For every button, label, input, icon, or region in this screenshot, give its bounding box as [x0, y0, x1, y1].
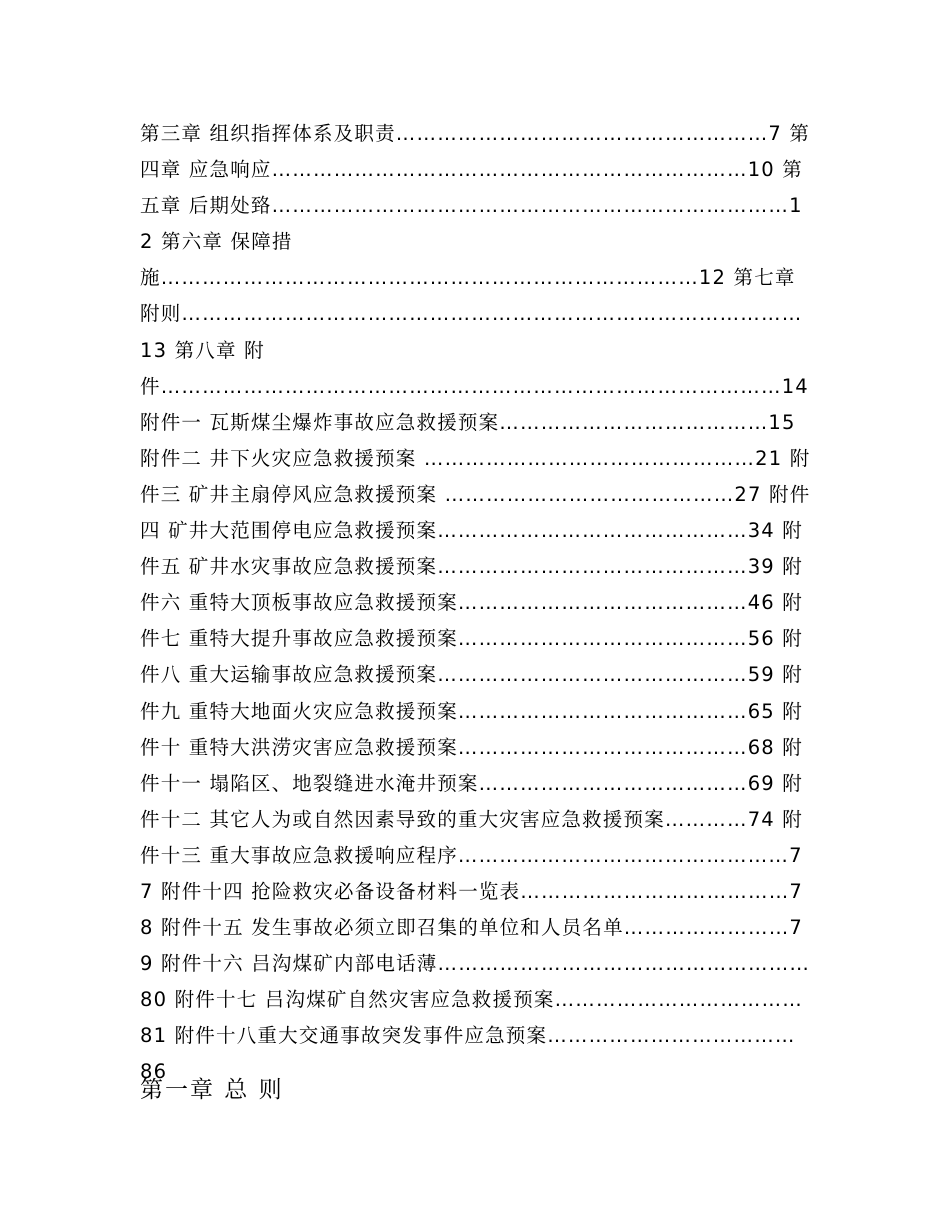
chapter-heading: 第一章 总 则	[140, 1077, 284, 1103]
table-of-contents: 第三章 组织指挥体系及职责………………………………………………7 第四章 应急响应……………………………………………………………10 第五章 后期处臵…………………………………………………………………12 第六章 保障措施……………………………………………………………………12 第七章 附则………………………………………………………………………………13 第八章 附件………………………………………………………………………………14 附件一 瓦斯煤尘爆炸事故应急救援预案…………………………………15 附件二 井下火灾应急救援预案 …………………………………………21 附件三 矿井主扇停风应急救援预案 ……………………………………27 附件四 矿井大范围停电应急救援预案………………………………………34 附件五 矿井水灾事故应急救援预案………………………………………39 附件六 重特大顶板事故应急救援预案……………………………………46 附件七 重特大提升事故应急救援预案……………………………………56 附件八 重大运输事故应急救援预案………………………………………59 附件九 重特大地面火灾应急救援预案……………………………………65 附件十 重特大洪涝灾害应急救援预案……………………………………68 附件十一 塌陷区、地裂缝进水淹井预案…………………………………69 附件十二 其它人为或自然因素导致的重大灾害应急救援预案…………74 附件十三 重大事故应急救援响应程序…………………………………………77 附件十四 抢险救灾必备设备材料一览表…………………………………78 附件十五 发生事故必须立即召集的单位和人员名单……………………79 附件十六 吕沟煤矿内部电话薄………………………………………………80 附件十七 吕沟煤矿自然灾害应急救援预案………………………………81 附件十八重大交通事故突发事件应急预案……………………………… 86	[140, 122, 811, 1084]
